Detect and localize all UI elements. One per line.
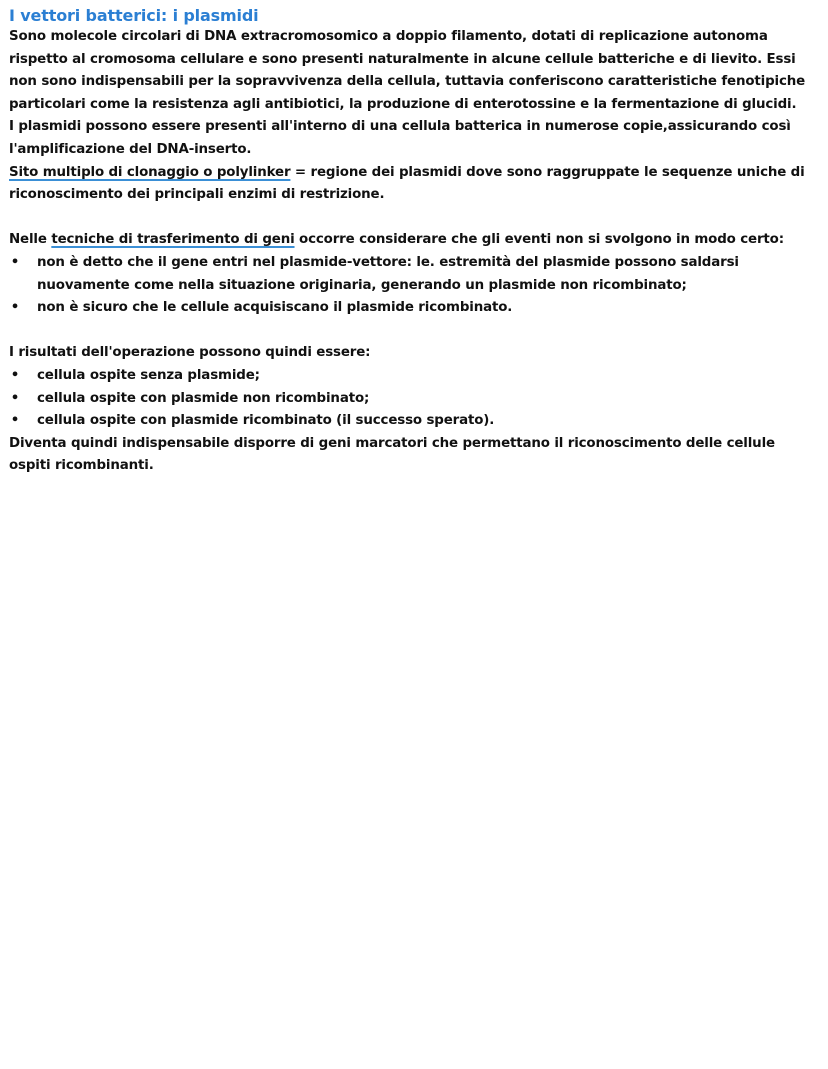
bullet-icon: • <box>10 367 20 383</box>
copies-paragraph: I plasmidi possono essere presenti all'interno di una cellula batterica in numerose copie,assicurando così l'amplificazione del DNA-inserto. <box>9 119 791 157</box>
intro-paragraph: Sono molecole circolari di DNA extracromosomico a doppio filamento, dotati di replicazione autonoma rispetto al cromosoma cellulare e sono presenti naturalmente in alcune cellule batteriche e di lievito. Essi non sono indispensabili per la sopravvivenza della cellula, tuttavia conferiscono caratteristiche fenotipiche particolari come la resistenza agli antibiotici, la produzione di enterotossine e la fermentazione di glucidi. <box>9 29 806 112</box>
polylinker-term: Sito multiplo di clonaggio o polylinker <box>9 164 291 180</box>
list-item <box>9 388 814 411</box>
list-item-text: cellula ospite senza plasmide; <box>37 367 260 383</box>
transfer-rest: occorre considerare che gli eventi non si svolgono in modo certo: <box>294 232 784 248</box>
bullet-icon: • <box>10 254 20 270</box>
list-item-text: cellula ospite con plasmide ricombinato (il successo sperato). <box>37 413 495 429</box>
transfer-paragraph <box>9 229 814 252</box>
list-item-text: non è sicuro che le cellule acquisiscano il plasmide ricombinato. <box>37 300 513 316</box>
bullet-icon: • <box>10 390 20 406</box>
spacer <box>9 320 814 343</box>
conclusion-paragraph: Diventa quindi indispensabile disporre di geni marcatori che permettano il riconoscimento delle cellule ospiti ricombinanti. <box>9 435 775 474</box>
list-item <box>9 297 814 320</box>
transfer-lead: Nelle <box>9 232 52 248</box>
bullet-icon: • <box>10 413 20 429</box>
polylinker-definition: = regione dei plasmidi dove sono raggruppate le sequenze uniche di riconoscimento dei principali enzimi di restrizione. <box>9 164 805 203</box>
polylinker-paragraph <box>9 162 814 207</box>
transfer-term: tecniche di trasferimento di geni <box>51 232 295 248</box>
list-item <box>9 410 814 433</box>
bullet-icon: • <box>10 300 20 316</box>
list-item <box>9 252 814 297</box>
list-item <box>9 365 814 388</box>
list-item-text: cellula ospite con plasmide non ricombinato; <box>37 390 370 406</box>
document-page <box>9 6 814 478</box>
list-item-text: non è detto che il gene entri nel plasmide-vettore: le. estremità del plasmide possono saldarsi nuovamente come nella situazione originaria, generando un plasmide non ricombinato; <box>37 254 739 293</box>
spacer <box>9 207 814 230</box>
results-intro: I risultati dell'operazione possono quindi essere: <box>9 345 371 361</box>
transfer-list <box>9 252 814 320</box>
page-title: I vettori batterici: i plasmidi <box>9 6 259 25</box>
results-list <box>9 365 814 433</box>
